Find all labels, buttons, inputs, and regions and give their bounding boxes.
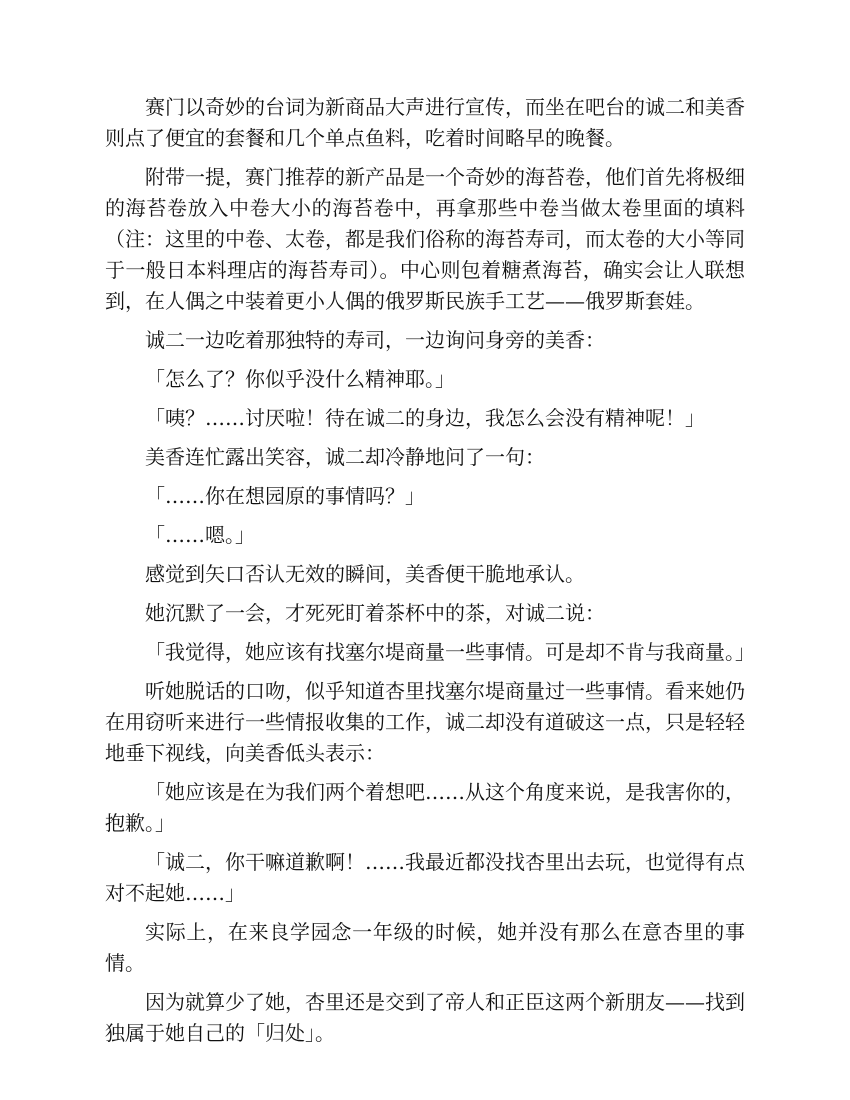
paragraph-8: 实际上，在来良学园念一年级的时候，她并没有那么在意杏里的事情。 bbox=[105, 920, 745, 975]
dialog-line-6: 「她应该是在为我们两个着想吧……从这个角度来说，是我害你的，抱歉。」 bbox=[105, 780, 745, 835]
dialog-line-2: 「咦？……讨厌啦！待在诚二的身边，我怎么会没有精神呢！」 bbox=[145, 406, 705, 430]
dialog-line-1: 「怎么了？你似乎没什么精神耶。」 bbox=[145, 367, 455, 391]
dialog-line-5: 「我觉得，她应该有找塞尔堤商量一些事情。可是却不肯与我商量。」 bbox=[145, 640, 755, 664]
dialog-line-7: 「诚二，你干嘛道歉啊！……我最近都没找杏里出去玩，也觉得有点对不起她……」 bbox=[105, 850, 745, 905]
paragraph-4: 美香连忙露出笑容，诚二却冷静地问了一句： bbox=[145, 445, 545, 469]
paragraph-1: 赛门以奇妙的台词为新商品大声进行宣传，而坐在吧台的诚二和美香则点了便宜的套餐和几个单点鱼料，吃着时间略早的晚餐。 bbox=[105, 95, 745, 150]
paragraph-9: 因为就算少了她，杏里还是交到了帝人和正臣这两个新朋友——找到独属于她自己的「归处」。 bbox=[105, 990, 745, 1045]
paragraph-2: 附带一提，赛门推荐的新产品是一个奇妙的海苔卷，他们首先将极细的海苔卷放入中卷大小的海苔卷中，再拿那些中卷当做太卷里面的填料（注：这里的中卷、太卷，都是我们俗称的海苔寿司，而太卷的大小等同于一般日本料理店的海苔寿司）。中心则包着糖煮海苔，确实会让人联想到，在人偶之中装着更小人偶的俄罗斯民族手工艺——俄罗斯套娃。 bbox=[105, 165, 745, 313]
dialog-line-4: 「……嗯。」 bbox=[145, 523, 255, 547]
paragraph-5: 感觉到矢口否认无效的瞬间，美香便干脆地承认。 bbox=[145, 562, 585, 586]
paragraph-7: 听她脱话的口吻，似乎知道杏里找塞尔堤商量过一些事情。看来她仍在用窃听来进行一些情报收集的工作，诚二却没有道破这一点，只是轻轻地垂下视线，向美香低头表示： bbox=[105, 679, 745, 765]
dialog-line-3: 「……你在想园原的事情吗？」 bbox=[145, 484, 425, 508]
paragraph-6: 她沉默了一会，才死死盯着茶杯中的茶，对诚二说： bbox=[145, 601, 605, 625]
paragraph-3: 诚二一边吃着那独特的寿司，一边询问身旁的美香： bbox=[145, 328, 605, 352]
document-page bbox=[105, 92, 755, 1057]
